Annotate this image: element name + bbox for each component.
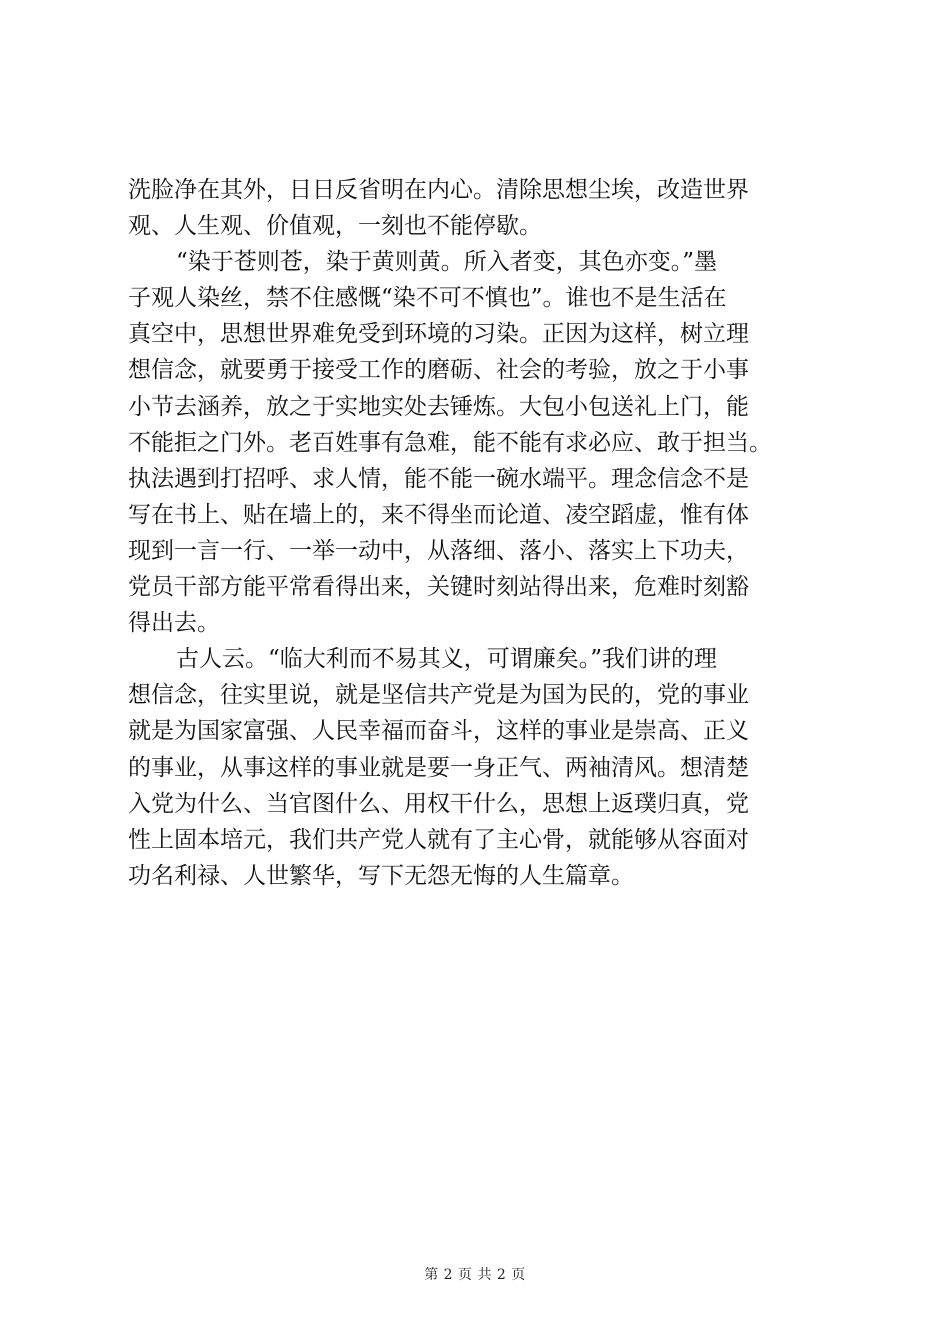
text-line: 执法遇到打招呼、求人情，能不能一碗水端平。理念信念不是: [128, 465, 749, 492]
paragraph-start-line: “染于苍则苍，染于黄则黄。所入者变，其色亦变。”墨: [176, 249, 718, 276]
text-line: 性上固本培元，我们共产党人就有了主心骨，就能够从容面对: [128, 826, 749, 853]
text-line: 现到一言一行、一举一动中，从落细、落小、落实上下功夫，: [128, 537, 749, 564]
page-footer: 第 2 页 共 2 页: [424, 1267, 526, 1283]
text-line: 党员干部方能平常看得出来，关键时刻站得出来，危难时刻豁: [128, 574, 749, 601]
text-line: 得出去。: [128, 610, 220, 637]
text-line: 观、人生观、价值观，一刻也不能停歇。: [128, 213, 542, 240]
text-line: 洗脸净在其外，日日反省明在内心。清除思想尘埃，改造世界: [128, 177, 749, 203]
text-line: 的事业，从事这样的事业就是要一身正气、两袖清风。想清楚: [128, 754, 749, 781]
text-line: 写在书上、贴在墙上的，来不得坐而论道、凌空蹈虚，惟有体: [128, 501, 749, 528]
text-line: 功名利禄、人世繁华，写下无怨无悔的人生篇章。: [128, 862, 634, 889]
text-line: 想信念，就要勇于接受工作的磨砺、社会的考验，放之于小事: [128, 357, 749, 384]
body-text: [128, 172, 848, 894]
text-line: 想信念，往实里说，就是坚信共产党是为国为民的，党的事业: [128, 682, 749, 709]
text-line: 子观人染丝，禁不住感慨“染不可不慎也”。谁也不是生活在: [128, 285, 727, 312]
text-line: 入党为什么、当官图什么、用权干什么，思想上返璞归真，党: [128, 790, 749, 817]
text-line: 真空中，思想世界难免受到环境的习染。正因为这样，树立理: [128, 321, 749, 348]
text-line: 小节去涵养，放之于实地实处去锤炼。大包小包送礼上门，能: [128, 393, 749, 420]
paragraph-start-line: 古人云。“临大利而不易其义，可谓廉矣。”我们讲的理: [176, 646, 718, 673]
text-line: 就是为国家富强、人民幸福而奋斗，这样的事业是崇高、正义: [128, 718, 749, 745]
text-line: 不能拒之门外。老百姓事有急难，能不能有求必应、敢于担当。: [128, 429, 772, 456]
